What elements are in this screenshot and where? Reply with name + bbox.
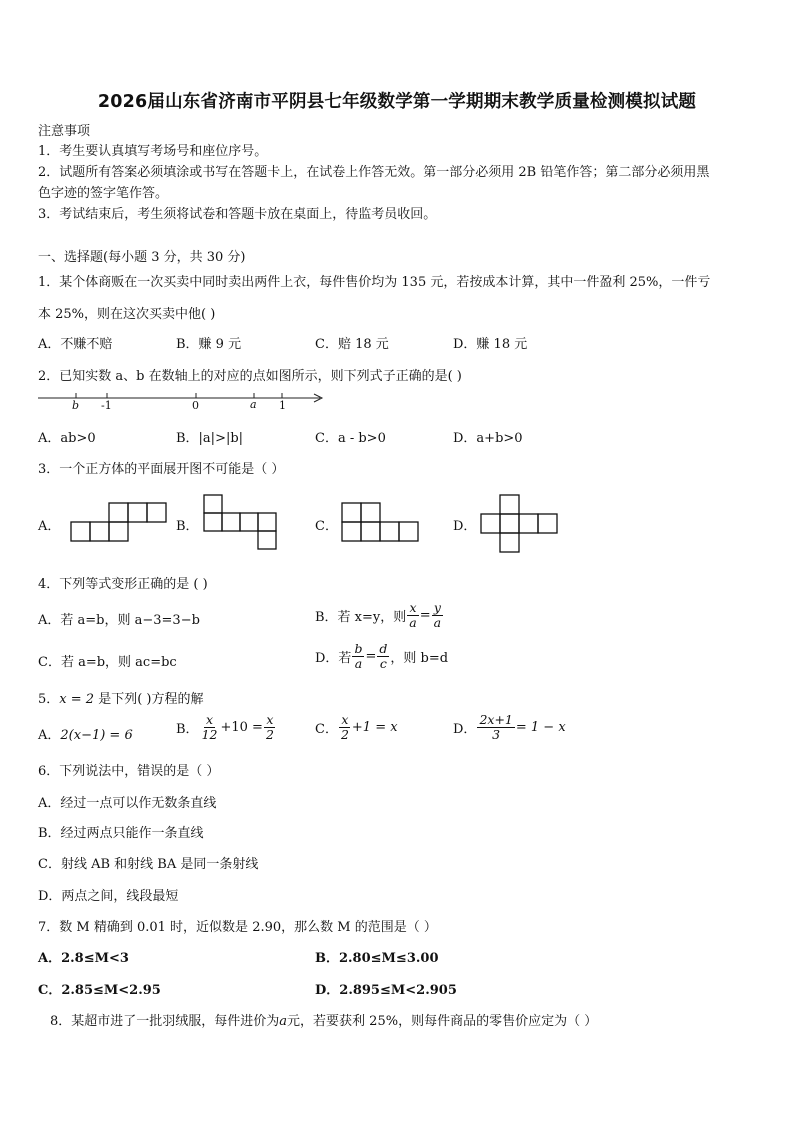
notes-heading: 注意事项 xyxy=(38,124,91,139)
q5-option-c: C． $\frac{x}{2}$ +1 = x xyxy=(315,712,398,742)
label-zero: 0 xyxy=(192,399,199,412)
q3-option-b-label: B． xyxy=(176,519,199,534)
q4-option-c: C．若 a=b，则 ac=bc xyxy=(38,655,177,670)
fraction: $\frac{x}{a}$ xyxy=(409,600,417,630)
cube-net-a xyxy=(71,503,166,541)
fraction: $\frac{x}{2}$ xyxy=(265,712,274,742)
q1-option-c: C．赔 18 元 xyxy=(315,337,389,352)
q5-option-a: A．2(x−1) = 6 xyxy=(38,728,133,743)
label-a: a xyxy=(250,398,257,411)
q2-option-b: B．|a|>|b| xyxy=(176,431,244,446)
q2-stem: 2．已知实数 a、b 在数轴上的对应的点如图所示，则下列式子正确的是( ) xyxy=(38,369,462,384)
q3-option-d-label: D． xyxy=(453,519,477,534)
fraction: $\frac{2x+1}{3}$ xyxy=(479,712,513,742)
q1-stem-line1: 1．某个体商贩在一次买卖中同时卖出两件上衣，每件售价均为 135 元，若按成本计算，其中一件盈利 25%，一件亏 xyxy=(38,275,711,290)
label-b: b xyxy=(72,399,80,412)
q5-stem: 5．x = 2 是下列( )方程的解 xyxy=(38,692,204,707)
q6-option-a: A．经过一点可以作无数条直线 xyxy=(38,796,217,811)
q7-option-d: D．2.895≤M<2.905 xyxy=(315,983,457,998)
q7-option-b: B．2.80≤M≤3.00 xyxy=(315,951,439,966)
q4-option-b: B．若 x=y，则 $\frac{x}{a}$ = $\frac{y}{a}$ xyxy=(315,600,442,630)
q5-option-b: B． $\frac{x}{12}$ +10 = $\frac{x}{2}$ xyxy=(176,712,274,742)
q7-stem: 7．数 M 精确到 0.01 时，近似数是 2.90，那么数 M 的范围是（ ） xyxy=(38,920,437,935)
q6-stem: 6．下列说法中，错误的是（ ） xyxy=(38,764,220,779)
q4-option-a: A．若 a=b，则 a−3=3−b xyxy=(38,613,200,628)
q6-option-d: D．两点之间，线段最短 xyxy=(38,889,179,904)
note-2-line2: 色字迹的签字笔作答。 xyxy=(38,186,169,201)
q2-option-a: A．ab>0 xyxy=(38,431,96,446)
fraction: $\frac{b}{a}$ xyxy=(354,641,363,671)
q3-option-a-label: A． xyxy=(38,519,61,534)
q4-stem: 4．下列等式变形正确的是 ( ) xyxy=(38,577,208,592)
q1-option-b: B．赚 9 元 xyxy=(176,337,242,352)
section-heading: 一、选择题(每小题 3 分，共 30 分) xyxy=(38,250,246,265)
q3-stem: 3．一个正方体的平面展开图不可能是（ ） xyxy=(38,462,285,477)
fraction: $\frac{x}{2}$ xyxy=(340,712,349,742)
q6-option-c: C．射线 AB 和射线 BA 是同一条射线 xyxy=(38,857,259,872)
q4-option-d: D．若 $\frac{b}{a}$ = $\frac{d}{c}$ ，则 b=d xyxy=(315,641,449,671)
cube-net-d xyxy=(481,495,557,552)
q2-option-c: C．a - b>0 xyxy=(315,431,386,446)
q3-option-c-label: C． xyxy=(315,519,338,534)
fraction: $\frac{d}{c}$ xyxy=(379,641,388,671)
label-neg1: -1 xyxy=(101,399,112,412)
label-one: 1 xyxy=(279,399,286,412)
cube-net-b xyxy=(204,495,276,549)
fraction: $\frac{x}{12}$ xyxy=(201,712,218,742)
q1-option-a: A．不赚不赔 xyxy=(38,337,113,352)
q6-option-b: B．经过两点只能作一条直线 xyxy=(38,826,204,841)
note-3: 3．考试结束后，考生须将试卷和答题卡放在桌面上，待监考员收回。 xyxy=(38,207,437,222)
q1-option-d: D．赚 18 元 xyxy=(453,337,528,352)
note-1: 1．考生要认真填写考场号和座位序号。 xyxy=(38,144,268,159)
q1-stem-line2: 本 25%，则在这次买卖中他( ) xyxy=(38,307,216,322)
q2-option-d: D．a+b>0 xyxy=(453,431,523,446)
q7-option-a: A．2.8≤M<3 xyxy=(38,951,129,966)
note-2-line1: 2．试题所有答案必须填涂或书写在答题卡上，在试卷上作答无效。第一部分必须用 2B 铅笔作答；第二部分必须用黑 xyxy=(38,165,710,180)
page-title: 2026届山东省济南市平阴县七年级数学第一学期期末教学质量检测模拟试题 xyxy=(97,92,697,112)
q5-option-d: D． $\frac{2x+1}{3}$ = 1 − x xyxy=(453,712,566,742)
q8-stem: 8．某超市进了一批羽绒服，每件进价为a元，若要获利 25%，则每件商品的零售价应定为（ ） xyxy=(50,1014,598,1029)
q7-option-c: C．2.85≤M<2.95 xyxy=(38,983,161,998)
cube-net-c xyxy=(342,503,418,541)
fraction: $\frac{y}{a}$ xyxy=(433,600,442,630)
